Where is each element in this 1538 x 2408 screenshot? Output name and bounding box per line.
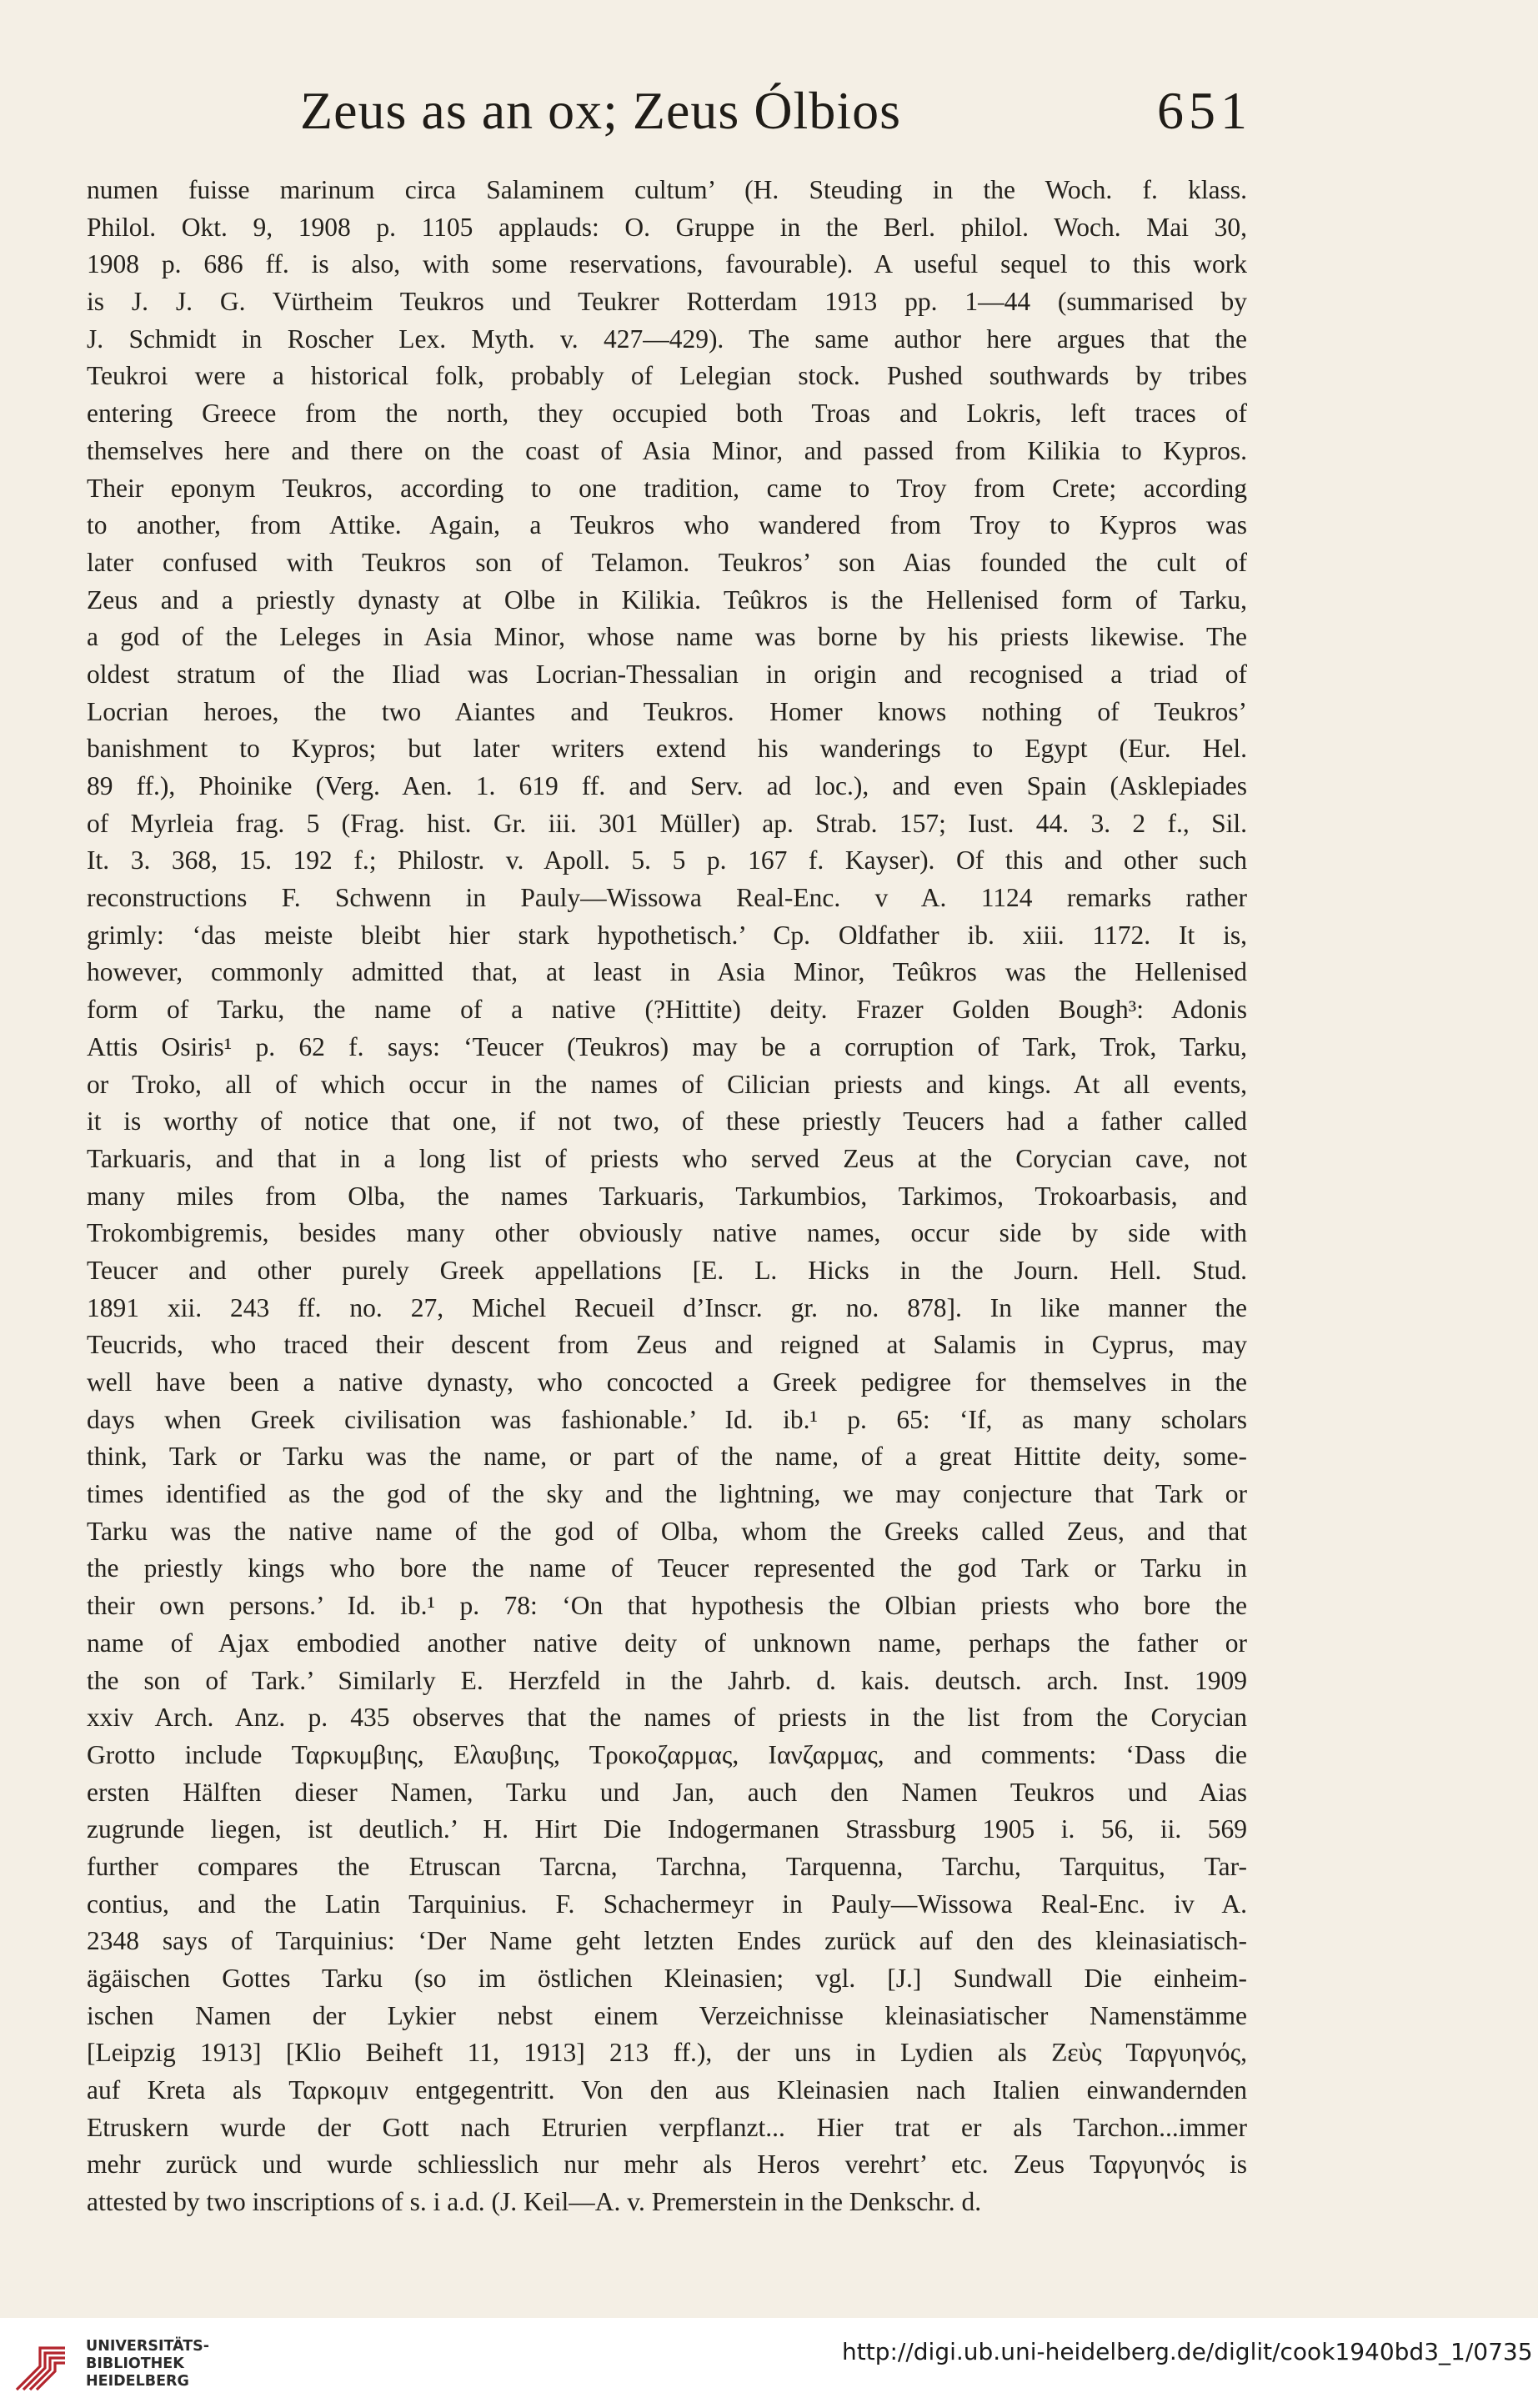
text-line: further compares the Etruscan Tarcna, Tarchna, Tarquenna, Tarchu, Tarquitus, Tar-	[87, 1851, 1247, 1881]
text-line: zugrunde liegen, ist deutlich.’ H. Hirt Die Indogermanen Strassburg 1905 i. 56, ii. 569	[87, 1814, 1247, 1844]
text-line: grimly: ‘das meiste bleibt hier stark hypothetisch.’ Cp. Oldfather ib. xiii. 1172. It is,	[87, 920, 1247, 950]
text-line: a god of the Leleges in Asia Minor, whose name was borne by his priests likewise. The	[87, 622, 1247, 652]
text-line: themselves here and there on the coast of Asia Minor, and passed from Kilikia to Kypros.	[87, 435, 1247, 465]
library-logo-text	[86, 2338, 209, 2390]
text-line: Etruskern wurde der Gott nach Etrurien verpflanzt... Hier trat er als Tarchon...immer	[87, 2112, 1247, 2142]
text-line: numen fuisse marinum circa Salaminem cultum’ (H. Steuding in the Woch. f. klass.	[87, 175, 1247, 204]
text-line: Tarku was the native name of the god of Olba, whom the Greeks called Zeus, and that	[87, 1516, 1247, 1546]
text-line: xxiv Arch. Anz. p. 435 observes that the names of priests in the list from the Corycian	[87, 1703, 1247, 1733]
text-line: attested by two inscriptions of s. i a.d. (J. Keil—A. v. Premerstein in the Denkschr. d.	[87, 2187, 982, 2217]
text-line: 2348 says of Tarquinius: ‘Der Name geht letzten Endes zurück auf den des kleinasiatisch-	[87, 1926, 1247, 1956]
text-line: to another, from Attike. Again, a Teukros who wandered from Troy to Kypros was	[87, 510, 1247, 540]
text-line: it is worthy of notice that one, if not two, of these priestly Teucers had a father called	[87, 1106, 1247, 1136]
text-line: of Myrleia frag. 5 (Frag. hist. Gr. iii. 301 Müller) ap. Strab. 157; Iust. 44. 3. 2 f., Sil.	[87, 808, 1247, 838]
text-line: is J. J. G. Vürtheim Teukros und Teukrer Rotterdam 1913 pp. 1—44 (summarised by	[87, 287, 1247, 317]
footer-bar	[0, 2318, 1538, 2408]
logo-line: UNIVERSITÄTS-	[86, 2338, 210, 2355]
text-line: Teukroi were a historical folk, probably of Lelegian stock. Pushed southwards by tribes	[87, 361, 1247, 391]
text-line: J. Schmidt in Roscher Lex. Myth. v. 427—429). The same author here argues that the	[87, 324, 1247, 354]
text-line: It. 3. 368, 15. 192 f.; Philostr. v. Apoll. 5. 5 p. 167 f. Kayser). Of this and other such	[87, 845, 1247, 875]
text-line: ägäischen Gottes Tarku (so im östlichen Kleinasien; vgl. [J.] Sundwall Die einheim-	[87, 1964, 1247, 1993]
text-line: Tarkuaris, and that in a long list of priests who served Zeus at the Corycian cave, not	[87, 1143, 1247, 1173]
text-line: reconstructions F. Schwenn in Pauly—Wissowa Real-Enc. v A. 1124 remarks rather	[87, 883, 1247, 913]
text-line: Their eponym Teukros, according to one tradition, came to Troy from Crete; according	[87, 473, 1247, 503]
text-line: mehr zurück und wurde schliesslich nur mehr als Heros verehrt’ etc. Zeus Ταργυηνός is	[87, 2150, 1247, 2180]
text-line: ersten Hälften dieser Namen, Tarku und Jan, auch den Namen Teukros und Aias	[87, 1777, 1247, 1807]
text-line: Zeus and a priestly dynasty at Olbe in Kilikia. Teûkros is the Hellenised form of Tarku,	[87, 584, 1247, 615]
text-line: the son of Tark.’ Similarly E. Herzfeld in the Jahrb. d. kais. deutsch. arch. Inst. 1909	[87, 1665, 1247, 1695]
text-line: the priestly kings who bore the name of Teucer represented the god Tark or Tarku in	[87, 1553, 1247, 1583]
text-line: Trokombigremis, besides many other obviously native names, occur side by side with	[87, 1218, 1247, 1248]
text-line: however, commonly admitted that, at least in Asia Minor, Teûkros was the Hellenised	[87, 957, 1247, 987]
text-line: [Leipzig 1913] [Klio Beiheft 11, 1913] 213 ff.), der uns in Lydien als Ζεὺς Ταργυηνός,	[87, 2038, 1247, 2068]
text-line: think, Tark or Tarku was the name, or part of the name, of a great Hittite deity, some-	[87, 1442, 1247, 1472]
running-title: Zeus as an ox; Zeus Ólbios	[300, 81, 901, 140]
text-line: times identified as the god of the sky and the lightning, we may conjecture that Tark or	[87, 1479, 1247, 1509]
text-line: many miles from Olba, the names Tarkuaris, Tarkumbios, Tarkimos, Trokoarbasis, and	[87, 1181, 1247, 1211]
library-logo-icon	[12, 2340, 70, 2398]
text-line: 89 ff.), Phoinike (Verg. Aen. 1. 619 ff. and Serv. ad loc.), and even Spain (Asklepiades	[87, 771, 1247, 800]
page-number: 651	[1157, 81, 1252, 140]
text-line: later confused with Teukros son of Telamon. Teukros’ son Aias founded the cult of	[87, 547, 1247, 577]
page-header	[0, 73, 1538, 148]
text-line: or Troko, all of which occur in the names of Cilician priests and kings. At all events,	[87, 1069, 1247, 1099]
text-line: banishment to Kypros; but later writers extend his wanderings to Egypt (Eur. Hel.	[87, 734, 1247, 764]
text-line: entering Greece from the north, they occupied both Troas and Lokris, left traces of	[87, 399, 1247, 429]
text-line: ischen Namen der Lykier nebst einem Verzeichnisse kleinasiatischer Namenstämme	[87, 2000, 1247, 2030]
text-line: form of Tarku, the name of a native (?Hittite) deity. Frazer Golden Bough³: Adonis	[87, 995, 1247, 1025]
text-line: Locrian heroes, the two Aiantes and Teukros. Homer knows nothing of Teukros’	[87, 696, 1247, 726]
text-line: auf Kreta als Ταρκομιν entgegentritt. Von den aus Kleinasien nach Italien einwandernden	[87, 2075, 1247, 2105]
text-line: oldest stratum of the Iliad was Locrian-Thessalian in origin and recognised a triad of	[87, 659, 1247, 689]
text-line: Philol. Okt. 9, 1908 p. 1105 applauds: O. Gruppe in the Berl. philol. Woch. Mai 30,	[87, 212, 1247, 242]
logo-line: BIBLIOTHEK	[86, 2355, 184, 2372]
text-line: contius, and the Latin Tarquinius. F. Schachermeyr in Pauly—Wissowa Real-Enc. iv A.	[87, 1889, 1247, 1919]
text-line: days when Greek civilisation was fashionable.’ Id. ib.¹ p. 65: ‘If, as many scholars	[87, 1404, 1247, 1434]
permalink-url[interactable]: http://digi.ub.uni-heidelberg.de/diglit/cook1940bd3_1/0735	[842, 2338, 1533, 2365]
text-line: Teucrids, who traced their descent from Zeus and reigned at Salamis in Cyprus, may	[87, 1330, 1247, 1360]
logo-line: HEIDELBERG	[86, 2373, 189, 2390]
text-line: Attis Osiris¹ p. 62 f. says: ‘Teucer (Teukros) may be a corruption of Tark, Trok, Tarku,	[87, 1031, 1247, 1061]
text-line: Teucer and other purely Greek appellations [E. L. Hicks in the Journ. Hell. Stud.	[87, 1255, 1247, 1285]
text-line: well have been a native dynasty, who concocted a Greek pedigree for themselves in the	[87, 1367, 1247, 1397]
body-text	[87, 172, 1247, 2221]
text-line: Grotto include Ταρκυμβιης, Ελαυβιης, Τροκοζαρμας, Ιανζαρμας, and comments: ‘Dass die	[87, 1739, 1247, 1769]
text-line: 1891 xii. 243 ff. no. 27, Michel Recueil d’Inscr. gr. no. 878]. In like manner the	[87, 1292, 1247, 1322]
text-line: name of Ajax embodied another native deity of unknown name, perhaps the father or	[87, 1628, 1247, 1658]
text-line: 1908 p. 686 ff. is also, with some reservations, favourable). A useful sequel to this work	[87, 249, 1247, 279]
text-line: their own persons.’ Id. ib.¹ p. 78: ‘On that hypothesis the Olbian priests who bore the	[87, 1591, 1247, 1621]
